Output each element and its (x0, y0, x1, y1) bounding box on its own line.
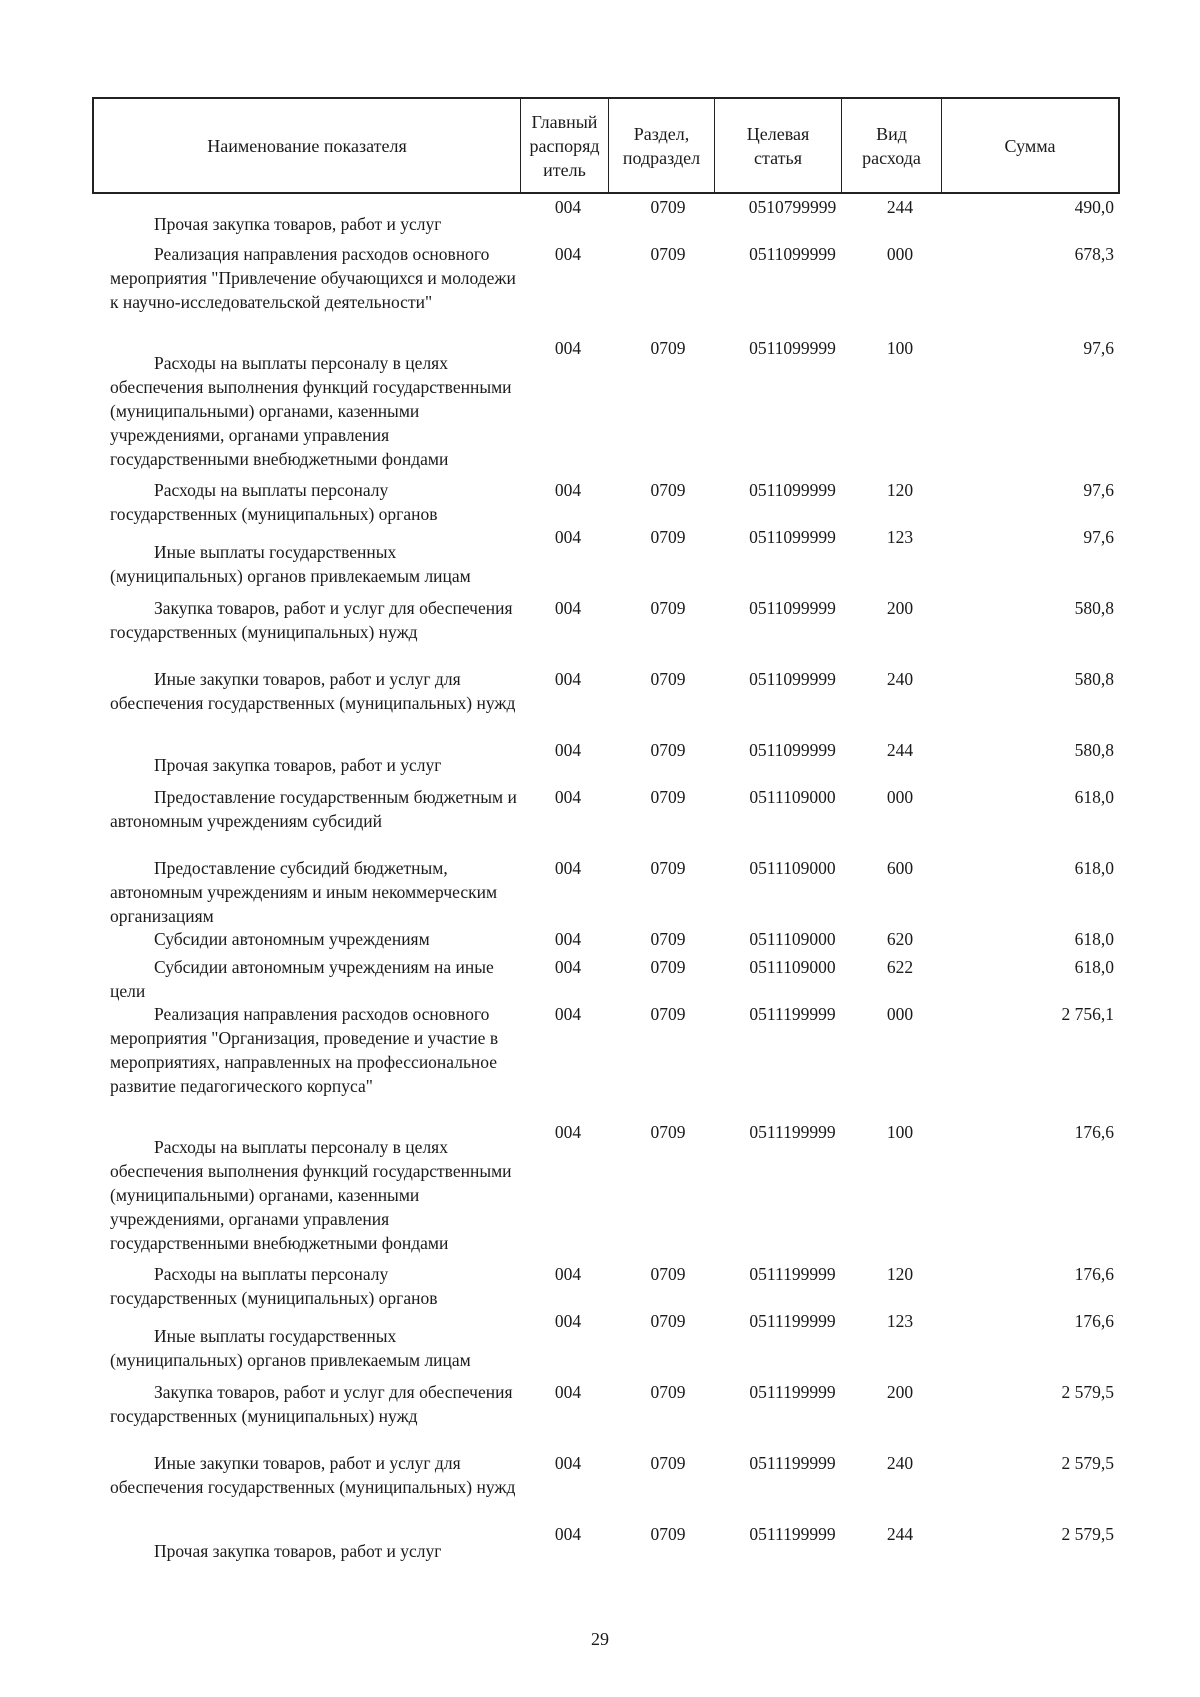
row-target: 0511199999 (749, 1382, 836, 1402)
row-grbs: 004 (554, 929, 582, 949)
row-section: 0709 (650, 669, 686, 689)
row-section: 0709 (650, 338, 686, 358)
row-sum: 97,6 (1083, 480, 1114, 500)
row-kind: 600 (886, 858, 914, 878)
row-grbs: 004 (554, 787, 582, 807)
row-sum: 580,8 (1074, 669, 1114, 689)
row-section: 0709 (650, 957, 686, 977)
row-grbs: 004 (554, 1524, 582, 1544)
row-sum: 97,6 (1083, 338, 1114, 358)
row-grbs: 004 (554, 338, 582, 358)
row-name: Прочая закупка товаров, работ и услуг (154, 214, 442, 234)
row-grbs: 004 (554, 480, 582, 500)
row-name: Иные выплаты государственных (муниципальных) органов привлекаемым лицам (110, 1326, 471, 1370)
row-target: 0511199999 (749, 1264, 836, 1284)
row-target: 0510799999 (748, 197, 837, 217)
row-kind: 100 (886, 338, 914, 358)
header-target: Целевая статья (715, 99, 842, 192)
row-kind: 000 (886, 1004, 914, 1024)
row-target: 0511099999 (749, 669, 836, 689)
row-name: Иные закупки товаров, работ и услуг для обеспечения государственных (муниципальных) нужд (110, 669, 516, 713)
row-name: Прочая закупка товаров, работ и услуг (154, 1541, 442, 1561)
row-target: 0511099999 (749, 598, 836, 618)
row-grbs: 004 (554, 244, 582, 264)
row-grbs: 004 (554, 197, 582, 217)
row-sum: 176,6 (1074, 1264, 1114, 1284)
row-section: 0709 (650, 787, 686, 807)
row-name: Реализация направления расходов основного мероприятия "Организация, проведение и участие в мероприятиях, направленных на профессиональное развитие педагогического корпуса" (110, 1004, 499, 1096)
row-grbs: 004 (554, 1453, 582, 1473)
row-grbs: 004 (554, 957, 582, 977)
row-name: Иные закупки товаров, работ и услуг для обеспечения государственных (муниципальных) нужд (110, 1453, 516, 1497)
row-grbs: 004 (554, 1004, 582, 1024)
row-sum: 176,6 (1074, 1311, 1114, 1331)
row-kind: 000 (886, 787, 914, 807)
row-section: 0709 (650, 527, 686, 547)
row-sum: 2 756,1 (1061, 1004, 1114, 1024)
row-section: 0709 (650, 244, 686, 264)
row-kind: 244 (886, 740, 914, 760)
row-name: Иные выплаты государственных (муниципальных) органов привлекаемым лицам (110, 542, 471, 586)
row-sum: 97,6 (1083, 527, 1114, 547)
row-kind: 100 (886, 1122, 914, 1142)
row-kind: 622 (886, 957, 914, 977)
row-name: Субсидии автономным учреждениям на иные цели (110, 957, 494, 1001)
row-sum: 618,0 (1074, 787, 1114, 807)
row-target: 0511099999 (749, 480, 836, 500)
row-kind: 120 (886, 1264, 914, 1284)
row-section: 0709 (650, 480, 686, 500)
row-grbs: 004 (554, 1311, 582, 1331)
row-name: Реализация направления расходов основного мероприятия "Привлечение обучающихся и молодежи к научно-исследовательской деятельности" (110, 244, 516, 312)
row-section: 0709 (650, 1524, 686, 1544)
row-grbs: 004 (554, 1122, 582, 1142)
row-name: Прочая закупка товаров, работ и услуг (154, 755, 442, 775)
row-sum: 618,0 (1074, 957, 1114, 977)
row-name: Субсидии автономным учреждениям (154, 929, 430, 949)
row-name: Закупка товаров, работ и услуг для обеспечения государственных (муниципальных) нужд (110, 1382, 513, 1426)
row-grbs: 004 (554, 598, 582, 618)
row-name: Расходы на выплаты персоналу в целях обеспечения выполнения функций государственными (муниципальными) органами, казенными учреждениями, органами управления государственными внебюджетными фондами (110, 1137, 512, 1253)
row-target: 0511109000 (749, 787, 836, 807)
row-sum: 490,0 (1074, 197, 1114, 217)
header-section: Раздел, подраздел (609, 99, 715, 192)
row-kind: 244 (886, 1524, 914, 1544)
row-section: 0709 (650, 929, 686, 949)
row-grbs: 004 (554, 1264, 582, 1284)
header-name: Наименование показателя (94, 99, 521, 192)
row-name: Расходы на выплаты персоналу государственных (муниципальных) органов (110, 480, 438, 524)
row-kind: 000 (886, 244, 914, 264)
row-name: Предоставление субсидий бюджетным, автономным учреждениям и иным некоммерческим организациям (110, 858, 498, 926)
row-section: 0709 (650, 598, 686, 618)
row-sum: 580,8 (1074, 598, 1114, 618)
row-kind: 200 (886, 1382, 914, 1402)
row-target: 0511099999 (749, 527, 836, 547)
row-target: 0511099999 (749, 740, 836, 760)
row-target: 0511199999 (749, 1004, 836, 1024)
row-kind: 240 (886, 1453, 914, 1473)
row-target: 0511199999 (749, 1311, 836, 1331)
row-sum: 176,6 (1074, 1122, 1114, 1142)
row-grbs: 004 (554, 1382, 582, 1402)
row-target: 0511199999 (749, 1524, 836, 1544)
row-kind: 123 (886, 1311, 914, 1331)
row-name: Предоставление государственным бюджетным и автономным учреждениям субсидий (110, 787, 517, 831)
row-section: 0709 (650, 1382, 686, 1402)
row-kind: 620 (886, 929, 914, 949)
row-sum: 580,8 (1074, 740, 1114, 760)
row-target: 0511099999 (749, 338, 836, 358)
row-section: 0709 (650, 1004, 686, 1024)
header-grbs: Главный распоряд итель (521, 99, 609, 192)
row-kind: 200 (886, 598, 914, 618)
row-target: 0511109000 (749, 929, 836, 949)
row-grbs: 004 (554, 858, 582, 878)
row-kind: 123 (886, 527, 914, 547)
row-sum: 618,0 (1074, 858, 1114, 878)
row-target: 0511199999 (749, 1453, 836, 1473)
row-target: 0511099999 (749, 244, 836, 264)
row-target: 0511109000 (749, 957, 836, 977)
row-target: 0511199999 (749, 1122, 836, 1142)
row-grbs: 004 (554, 669, 582, 689)
page-number: 29 (591, 1629, 609, 1649)
row-kind: 120 (886, 480, 914, 500)
table-header (92, 97, 1120, 194)
row-sum: 2 579,5 (1061, 1382, 1114, 1402)
row-sum: 678,3 (1074, 244, 1114, 264)
row-kind: 240 (886, 669, 914, 689)
row-grbs: 004 (554, 527, 582, 547)
row-sum: 2 579,5 (1061, 1453, 1114, 1473)
row-kind: 244 (886, 197, 914, 217)
row-name: Расходы на выплаты персоналу государственных (муниципальных) органов (110, 1264, 438, 1308)
header-kind: Вид расхода (842, 99, 942, 192)
row-name: Расходы на выплаты персоналу в целях обеспечения выполнения функций государственными (муниципальными) органами, казенными учреждениями, органами управления государственными внебюджетными фондами (110, 353, 512, 469)
row-section: 0709 (650, 1453, 686, 1473)
row-section: 0709 (650, 1264, 686, 1284)
row-section: 0709 (650, 858, 686, 878)
row-name: Закупка товаров, работ и услуг для обеспечения государственных (муниципальных) нужд (110, 598, 513, 642)
row-section: 0709 (650, 1311, 686, 1331)
row-section: 0709 (650, 740, 686, 760)
row-section: 0709 (650, 1122, 686, 1142)
row-sum: 618,0 (1074, 929, 1114, 949)
row-grbs: 004 (554, 740, 582, 760)
row-target: 0511109000 (749, 858, 836, 878)
row-sum: 2 579,5 (1061, 1524, 1114, 1544)
row-section: 0709 (650, 197, 686, 217)
header-sum: Сумма (1004, 135, 1056, 156)
